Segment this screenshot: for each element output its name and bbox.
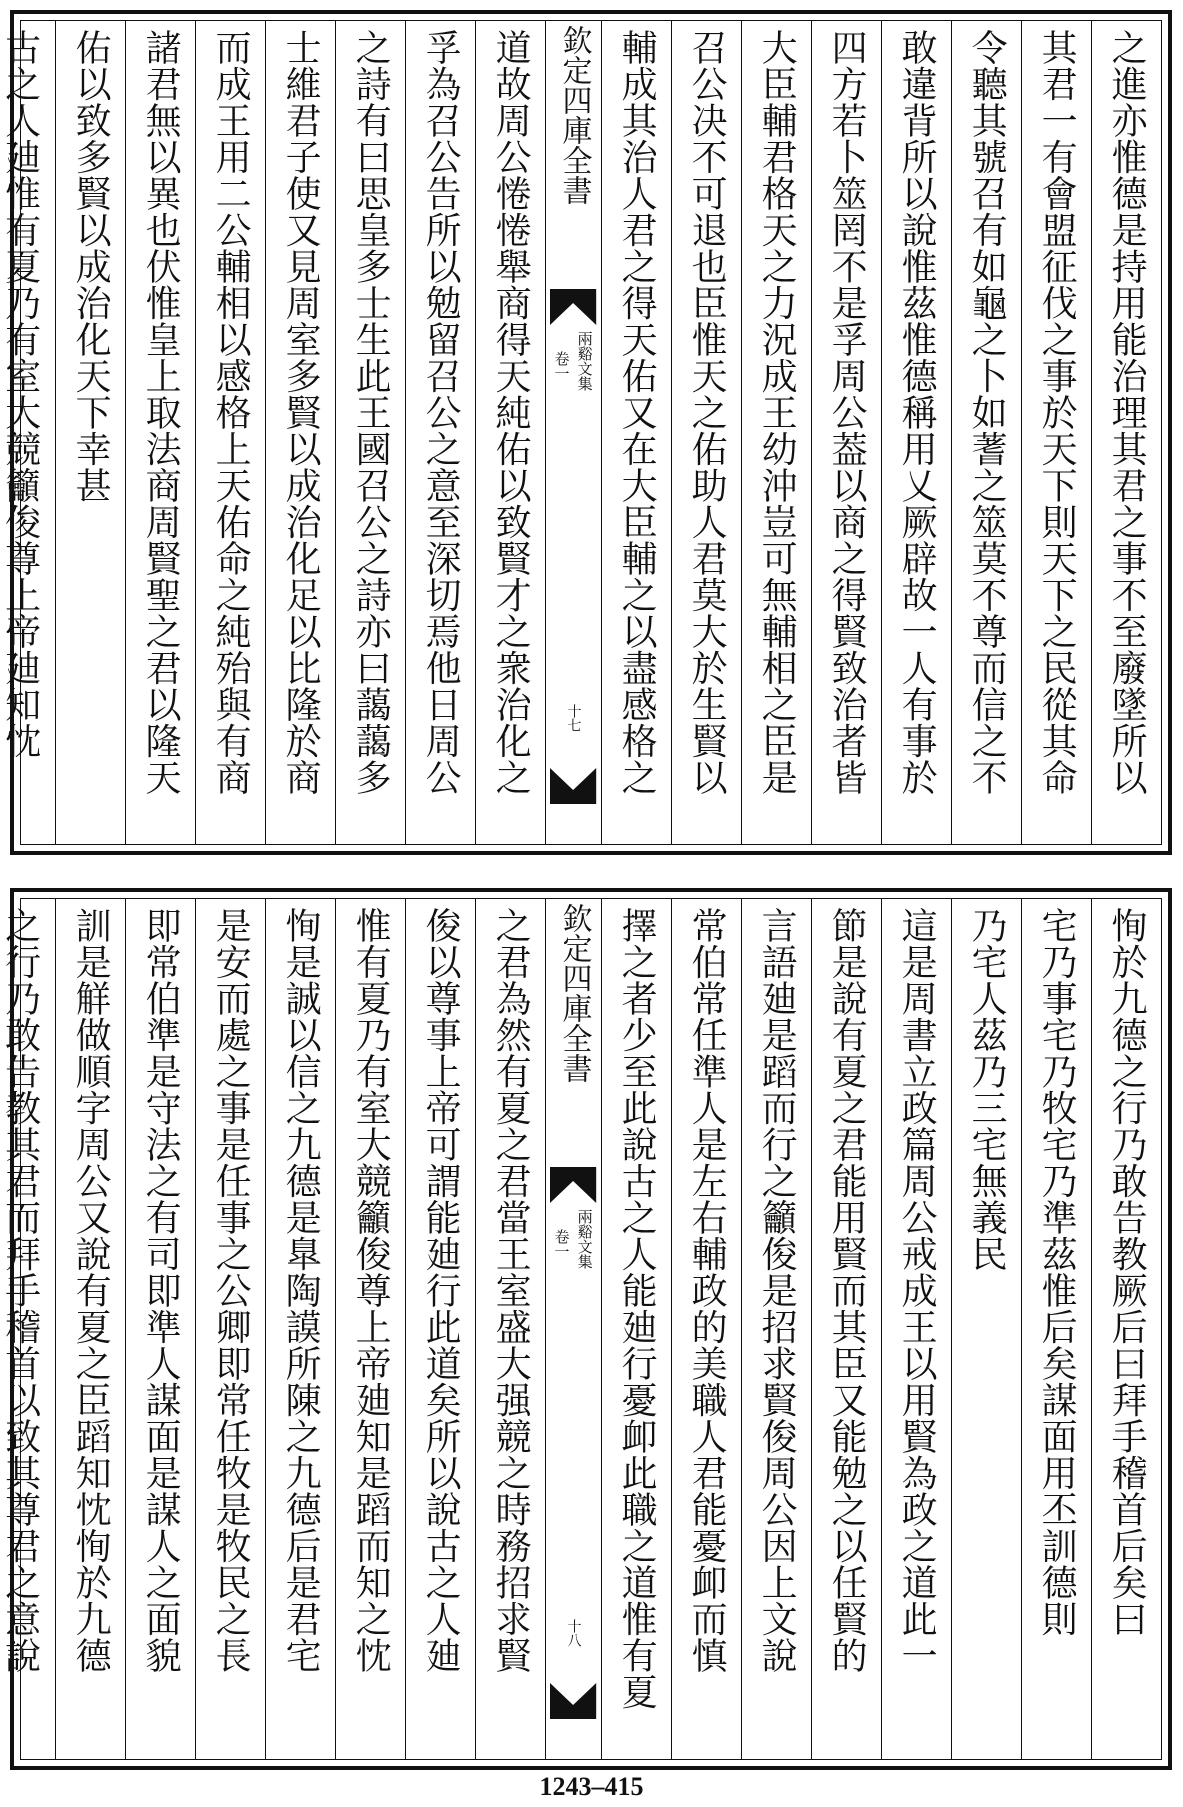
text-column: 之詩有曰思皇多士生此王國召公之詩亦曰藹藹多 (335, 21, 405, 844)
text-column: 輔成其治人君之得天佑又在大臣輔之以盡感格之 (601, 21, 671, 844)
volume-label: 卷一 (552, 1229, 571, 1259)
fish-tail-mark-icon (550, 289, 596, 325)
text-column: 敢違背所以說惟茲惟德稱用乂厥辟故一人有事於 (881, 21, 951, 844)
text-column: 擇之者少至此說古之人能廸行憂卹此職之道惟有夏 (601, 899, 671, 1759)
text-column: 恂於九德之行乃敢告教厥后曰拜手稽首后矣曰 (1091, 899, 1161, 1759)
text-column: 孚為召公告所以勉留召公之意至深切焉他日周公 (405, 21, 475, 844)
bottom-page-columns (0, 899, 1161, 1759)
volume-label: 卷一 (552, 351, 571, 381)
text-column: 是安而處之事是任事之公卿即常任牧是牧民之長 (195, 899, 265, 1759)
text-column: 之行乃敢告教其君而拜手稽首以致其尊君之意說 (0, 907, 41, 1674)
center-gutter (545, 899, 601, 1759)
text-column: 俊以尊事上帝可謂能廸行此道矣所以說古之人廸 (405, 899, 475, 1759)
top-page (0, 10, 1172, 855)
center-gutter (545, 21, 601, 844)
leaf-number: 十七 (565, 704, 582, 732)
text-column: 這是周書立政篇周公戒成王以用賢為政之道此一 (881, 899, 951, 1759)
text-column: 佑以致多賢以成治化天下幸甚 (55, 21, 125, 844)
text-column: 之君為然有夏之君當王室盛大强競之時務招求賢 (475, 899, 545, 1759)
collection-title: 兩谿文集 (575, 331, 594, 391)
text-column: 宅乃事宅乃牧宅乃準茲惟后矣謀面用丕訓德則 (1021, 899, 1091, 1759)
text-column: 惟有夏乃有室大競籲俊尊上帝廸知是蹈而知之忱 (335, 899, 405, 1759)
text-column: 言語廸是蹈而行之籲俊是招求賢俊周公因上文說 (741, 899, 811, 1759)
gutter-title: 欽定四庫全書 (556, 903, 592, 1083)
text-column: 即常伯準是守法之有司即準人謀面是謀人之面貌 (125, 899, 195, 1759)
bottom-page (0, 888, 1172, 1770)
bottom-page-frame (0, 898, 1162, 1760)
text-column: 四方若卜筮罔不是孚周公葢以商之得賢致治者皆 (811, 21, 881, 844)
text-column: 乃宅人茲乃三宅無義民 (951, 899, 1021, 1759)
text-column: 常伯常任準人是左右輔政的美職人君能憂卹而慎 (671, 899, 741, 1759)
text-column: 訓是觧做順字周公又說有夏之臣蹈知忱恂於九德 (55, 899, 125, 1759)
text-column: 其君一有會盟征伐之事於天下則天下之民從其命 (1021, 21, 1091, 844)
text-column: 而成王用二公輔相以感格上天佑命之純殆與有商 (195, 21, 265, 844)
text-column: 諸君無以異也伏惟皇上取法商周賢聖之君以隆天 (125, 21, 195, 844)
text-column: 恂是誠以信之九德是臯陶謨所陳之九德后是君宅 (265, 899, 335, 1759)
text-column: 道故周公惓惓舉商得天純佑以致賢才之衆治化之 (475, 21, 545, 844)
top-page-frame (0, 20, 1162, 845)
text-column: 召公决不可退也臣惟天之佑助人君莫大於生賢以 (671, 21, 741, 844)
text-column: 令聽其號召有如龜之卜如蓍之筮莫不尊而信之不 (951, 21, 1021, 844)
text-column: 之進亦惟德是持用能治理其君之事不至廢墜所以 (1091, 21, 1161, 844)
fish-tail-mark-icon (550, 1167, 596, 1203)
fish-tail-mark-icon (550, 768, 596, 804)
fish-tail-mark-icon (550, 1683, 596, 1719)
text-column: 士維君子使又見周室多賢以成治化足以比隆於商 (265, 21, 335, 844)
top-page-columns (0, 21, 1161, 844)
text-column: 古之人廸惟有夏乃有室大競籲俊尊上帝廸知忱 (0, 29, 41, 759)
gutter-title: 欽定四庫全書 (556, 25, 592, 205)
collection-title: 兩谿文集 (575, 1209, 594, 1269)
text-column: 大臣輔君格天之力況成王幼沖豈可無輔相之臣是 (741, 21, 811, 844)
text-column: 節是說有夏之君能用賢而其臣又能勉之以任賢的 (811, 899, 881, 1759)
leaf-number: 十八 (565, 1619, 582, 1647)
page-code: 1243–415 (539, 1772, 644, 1801)
